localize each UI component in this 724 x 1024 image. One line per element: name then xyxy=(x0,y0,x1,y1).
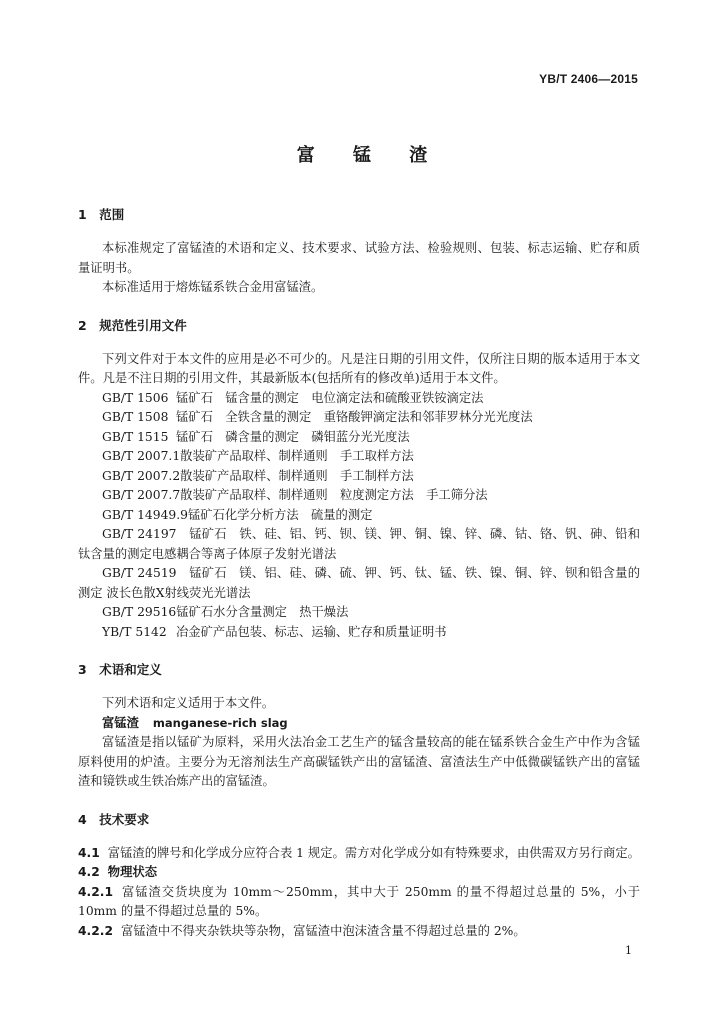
reference-item xyxy=(78,506,640,526)
document-title: 富 锰 渣 xyxy=(296,145,444,166)
section-1-paragraph-1: 本标准规定了富锰渣的术语和定义、技术要求、试验方法、检验规则、包装、标志运输、贮存和质量证明书。 xyxy=(78,241,640,275)
clause-number: 4.1 xyxy=(78,845,100,860)
reference-title: 锰矿石 锰含量的测定 电位滴定法和硫酸亚铁铵滴定法 xyxy=(176,390,484,405)
document-body xyxy=(78,205,640,941)
section-2-heading: 2 规范性引用文件 xyxy=(78,317,187,333)
section-1-heading: 1 范围 xyxy=(78,207,125,222)
reference-code: GB/T 1508 xyxy=(102,410,169,424)
page-number: 1 xyxy=(625,944,632,957)
section-3-intro: 下列术语和定义适用于本文件。 xyxy=(102,696,275,710)
reference-item xyxy=(78,623,640,643)
standard-code: YB/T 2406—2015 xyxy=(539,72,638,86)
reference-item xyxy=(78,389,640,409)
term-definition: 富锰渣是指以锰矿为原料，采用火法冶金工艺生产的锰含量较高的能在锰系铁合金生产中作为含锰原料使用的炉渣。主要分为无溶剂法生产高碳锰铁产出的富锰渣、富渣法生产中低微碳锰铁产出的富锰渣和镜铁或生铁冶炼产出的富锰渣。 xyxy=(78,735,640,788)
clause-4-2-2 xyxy=(78,922,640,942)
clause-text: 富锰渣中不得夹杂铁块等杂物，富锰渣中泡沫渣含量不得超过总量的 2%。 xyxy=(121,923,526,938)
reference-title: 锰矿石化学分析方法 硫量的测定 xyxy=(187,507,373,522)
term-entry xyxy=(78,714,640,734)
reference-code: GB/T 2007.7 xyxy=(102,488,181,502)
clause-title: 物理状态 xyxy=(107,865,157,879)
reference-item xyxy=(78,467,640,487)
clause-number: 4.2.1 xyxy=(78,884,114,899)
clause-text: 富锰渣交货块度为 10mm～250mm，其中大于 250mm 的量不得超过总量的 5%，小于 10mm 的量不得超过总量的 5%。 xyxy=(78,884,640,918)
term-chinese: 富锰渣 xyxy=(102,715,139,730)
reference-title: 散装矿产品取样、制样通则 手工取样方法 xyxy=(180,449,414,463)
reference-item xyxy=(78,447,640,467)
reference-item xyxy=(78,486,640,506)
reference-code: GB/T 2007.2 xyxy=(102,468,181,483)
reference-item xyxy=(78,408,640,428)
term-english: manganese-rich slag xyxy=(152,715,288,730)
section-4-heading: 4 技术要求 xyxy=(78,811,150,827)
reference-title: 锰矿石 全铁含量的测定 重铬酸钾滴定法和邻菲罗林分光光度法 xyxy=(176,410,533,424)
clause-number: 4.2.2 xyxy=(78,923,114,938)
reference-code: GB/T 2007.1 xyxy=(102,449,181,463)
clause-number: 4.2 xyxy=(78,865,100,879)
reference-item xyxy=(78,428,640,448)
reference-code: GB/T 29516 xyxy=(102,605,177,619)
reference-title: 锰矿石水分含量测定 热干燥法 xyxy=(176,605,349,619)
reference-item-long: GB/T 24519 锰矿石 镁、铝、硅、磷、硫、钾、钙、钛、锰、铁、镍、铜、锌、钡和铅含量的测定 波长色散X射线荧光光谱法 xyxy=(78,566,640,600)
reference-title: 散装矿产品取样、制样通则 手工制样方法 xyxy=(180,468,414,483)
section-2-intro: 下列文件对于本文件的应用是必不可少的。凡是注日期的引用文件，仅所注日期的版本适用于本文件。凡是不注日期的引用文件，其最新版本(包括所有的修改单)适用于本文件。 xyxy=(78,351,640,385)
reference-code: GB/T 1506 xyxy=(102,390,169,405)
clause-4-2 xyxy=(78,863,640,883)
clause-4-1 xyxy=(78,844,640,864)
clause-4-2-1 xyxy=(78,883,640,922)
section-3-heading: 3 术语和定义 xyxy=(78,662,162,677)
reference-code: GB/T 1515 xyxy=(102,429,169,444)
reference-title: 锰矿石 磷含量的测定 磷钼蓝分光光度法 xyxy=(176,429,410,444)
reference-title: 散装矿产品取样、制样通则 粒度测定方法 手工筛分法 xyxy=(180,488,488,502)
section-1-paragraph-2: 本标准适用于熔炼锰系铁合金用富锰渣。 xyxy=(102,280,324,294)
reference-code: YB/T 5142 xyxy=(102,624,167,639)
clause-text: 富锰渣的牌号和化学成分应符合表 1 规定。需方对化学成分如有特殊要求，由供需双方另行商定。 xyxy=(107,845,640,860)
reference-code: GB/T 14949.9 xyxy=(102,507,188,522)
reference-title: 冶金矿产品包装、标志、运输、贮存和质量证明书 xyxy=(176,624,447,639)
reference-item xyxy=(78,603,640,623)
reference-item-long: GB/T 24197 锰矿石 铁、硅、铝、钙、钡、镁、钾、铜、镍、锌、磷、钴、铬、钒、砷、铅和钛含量的测定电感耦合等离子体原子发射光谱法 xyxy=(78,527,640,561)
